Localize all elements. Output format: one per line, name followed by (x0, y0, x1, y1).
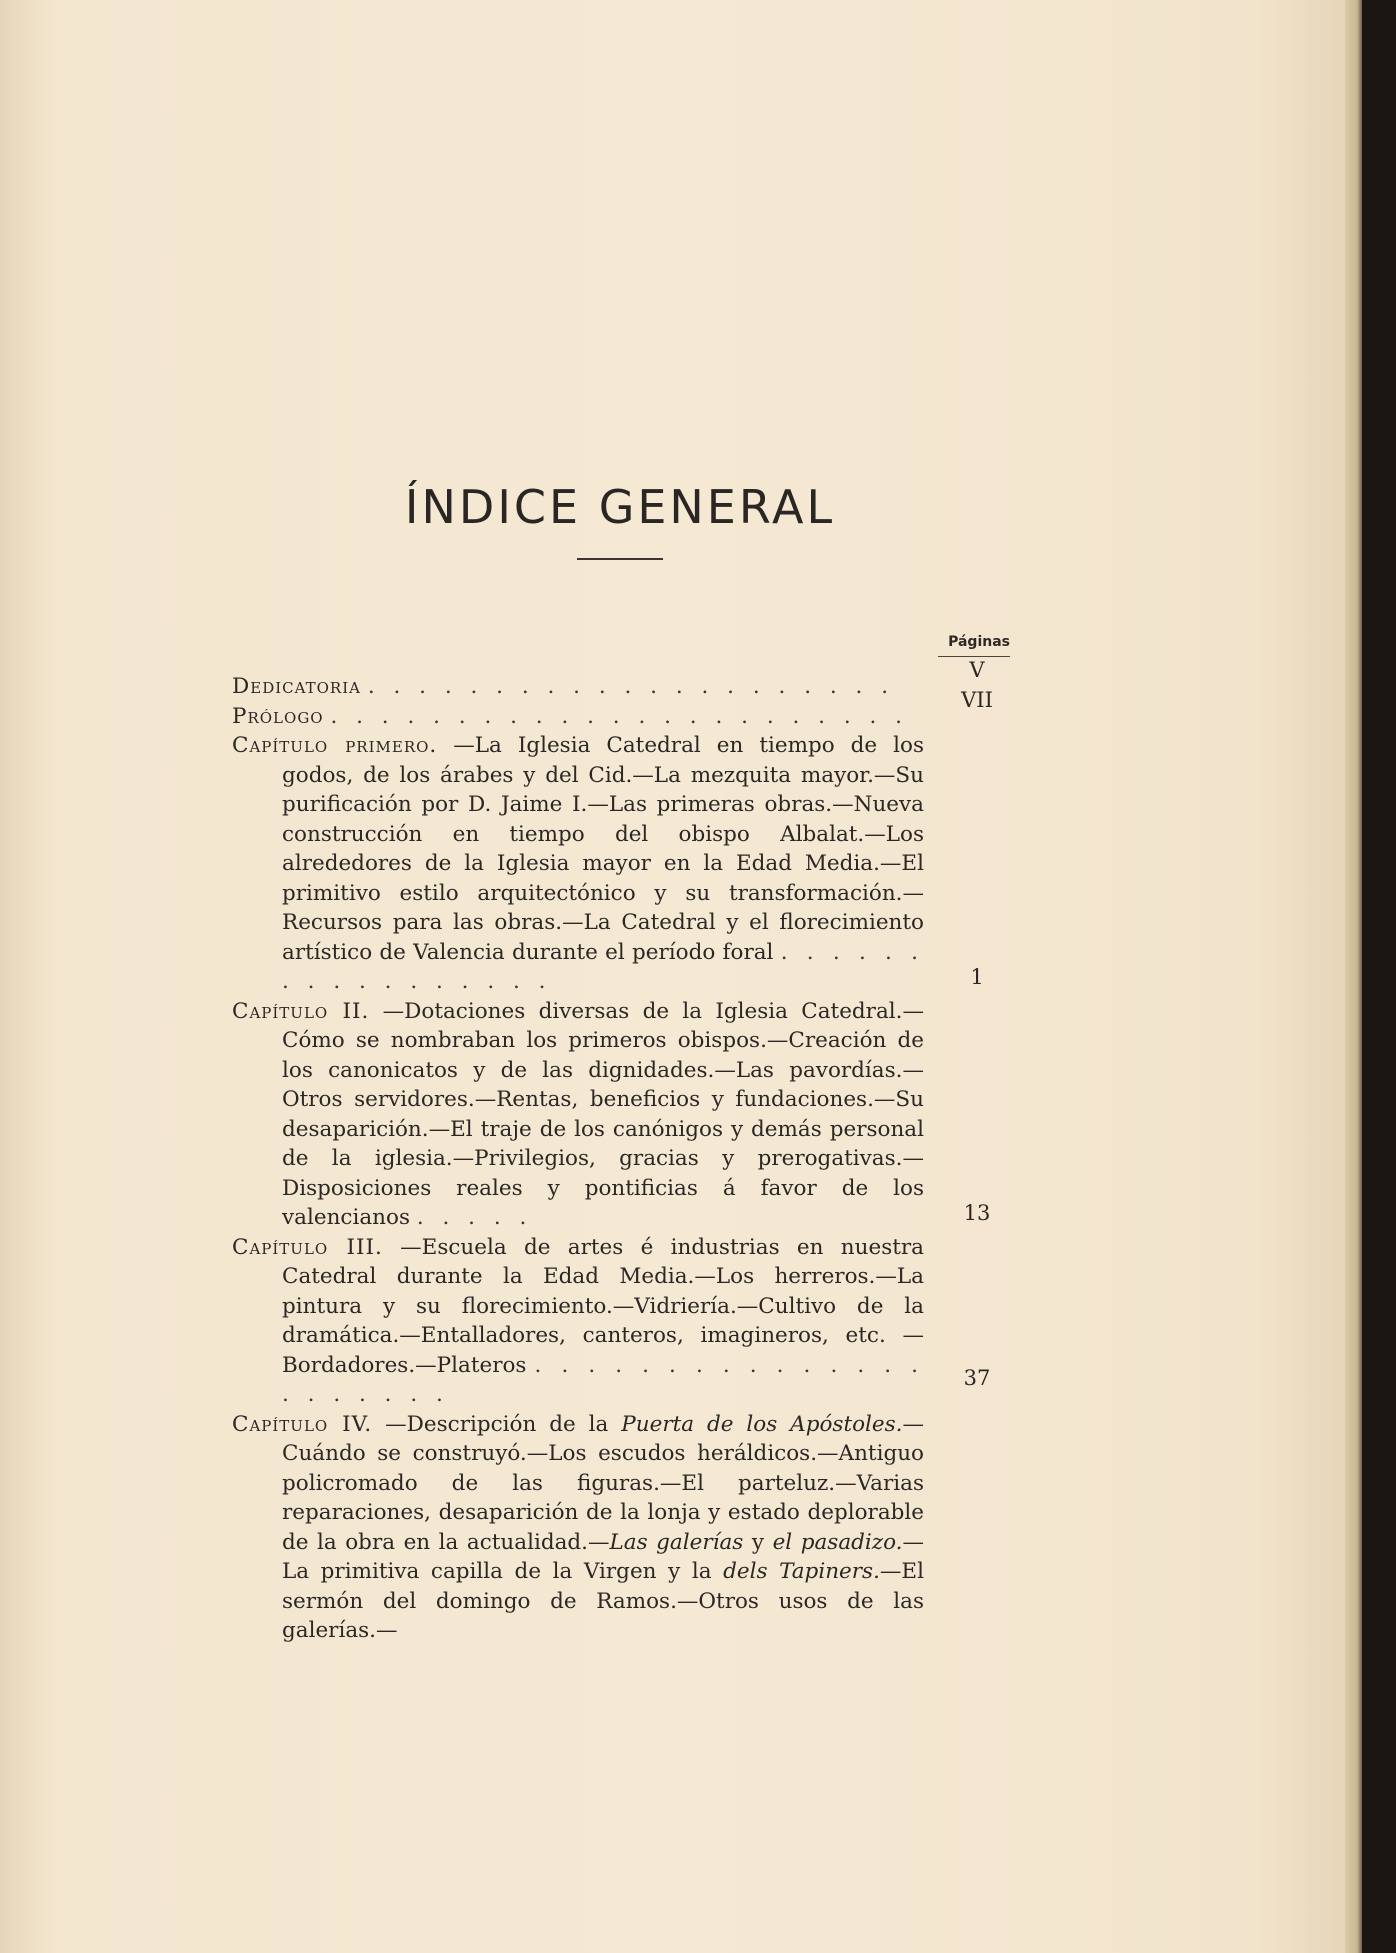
leader-dots: . . . . . . . . . . . . . . . . . (282, 939, 924, 994)
toc-entry-capitulo-4: Capítulo IV. —Descripción de la Puerta de los Apóstoles.—Cuándo se construyó.—Los escudos heráldicos.—Antiguo policromado de las figuras.—El parteluz.—Varias reparaciones, desaparición de la lonja y estado deplorable de la obra en la actualidad.—Las galerías y el pasadizo.—La primitiva capilla de la Virgen y la dels Tapiners.—El sermón del domingo de Ramos.—Otros usos de las galerías.— (232, 1411, 925, 1643)
italic-title: dels Tapiners. (723, 1559, 880, 1584)
leader-dots: . . . . . (416, 1205, 533, 1230)
page-title: ÍNDICE GENERAL (404, 480, 836, 534)
table-of-contents (232, 658, 1012, 1646)
leader-dots: . . . . . . . . . . . . . . . . . . . . . (367, 674, 895, 699)
page-number: 37 (963, 1366, 991, 1390)
italic-title: Las galerías (609, 1529, 744, 1555)
entry-lead: Capítulo II. (232, 998, 370, 1024)
entry-lead: Capítulo III. (232, 1234, 383, 1260)
leader-dots: . . . . . . . . . . . . . . . . . . . . . . (282, 1352, 924, 1407)
leader-dots: . . . . . . . . . . . . . . . . . . . . . . . (330, 703, 908, 729)
toc-entry-capitulo-1 (232, 731, 1012, 997)
toc-entry-capitulo-3 (232, 1233, 1012, 1410)
page-number: 13 (963, 1201, 991, 1225)
toc-entry-capitulo-2 (232, 997, 1012, 1233)
pages-column-heading: Páginas (948, 634, 1010, 650)
entry-lead: Prólogo (232, 703, 324, 729)
entry-text: —La Iglesia Catedral en tiempo de los godos, de los árabes y del Cid.—La mezquita mayor.—Su purificación por D. Jaime I.—Las primeras obras.—Nueva construcción en tiempo del obispo Albalat.—Los alrededores de la Iglesia mayor en la Edad Media.—El primitivo estilo arquitectónico y su transformación.—Recursos para las obras.—La Catedral y el florecimiento artístico de Valencia durante el período foral (282, 733, 924, 965)
toc-entry-dedicatoria (232, 658, 1012, 702)
toc-entry-prologo (232, 687, 1012, 732)
title-rule (577, 558, 663, 560)
page-number: V (969, 658, 985, 682)
scan-background (1362, 0, 1396, 1953)
entry-text: —Dotaciones diversas de la Iglesia Catedral.—Cómo se nombraban los primeros obispos.—Creación de los canonicatos y de las dignidades.—Las pavordías.—Otros servidores.—Rentas, beneficios y fundaciones.—Su desaparición.—El traje de los canónigos y demás personal de la iglesia.—Privilegios, gracias y prerogativas.—Disposiciones reales y pontificias á favor de los valencianos (282, 998, 924, 1230)
page-number: 1 (970, 965, 984, 989)
italic-title: Puerta de los Apóstoles. (621, 1411, 903, 1437)
entry-lead: Capítulo IV. (232, 1411, 373, 1437)
entry-lead: Dedicatoria (232, 674, 361, 699)
entry-text: —Escuela de artes é industrias en nuestra Catedral durante la Edad Media.—Los herreros.—La pintura y su florecimiento.—Vidriería.—Cultivo de la dramática.—Entalladores, canteros, imagineros, etc. — Bordadores.—Plateros (282, 1234, 924, 1378)
entry-lead: Capítulo primero. (232, 733, 438, 758)
page-number: VII (961, 687, 993, 712)
italic-title: el pasadizo. (772, 1529, 903, 1555)
